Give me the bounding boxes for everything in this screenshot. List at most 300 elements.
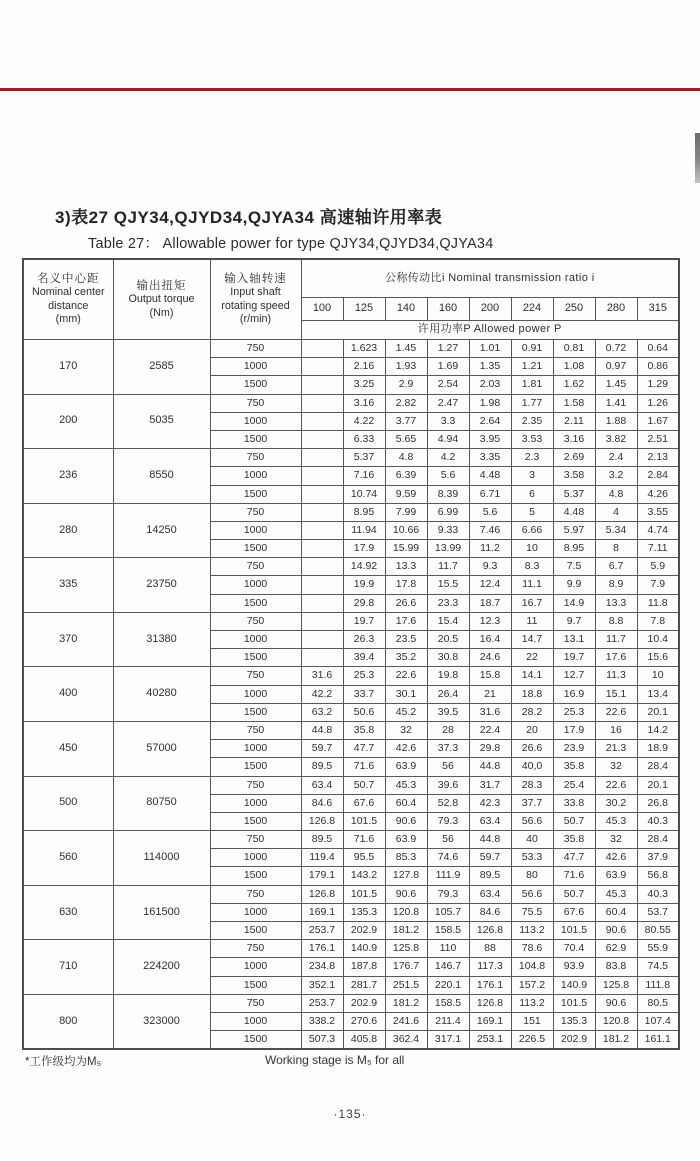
power-value-cell: 50.7 <box>553 885 595 903</box>
speed-cell: 1500 <box>210 594 301 612</box>
power-value-cell: 35.8 <box>553 831 595 849</box>
power-value-cell: 1.88 <box>595 412 637 430</box>
power-value-cell: 8.39 <box>427 485 469 503</box>
torque-cell: 5035 <box>113 394 210 449</box>
table-title-zh: 3)表27 QJY34,QJYD34,QJYA34 高速轴许用率表 <box>55 208 443 227</box>
table-row <box>23 721 679 739</box>
power-value-cell: 67.6 <box>343 794 385 812</box>
center-distance-cell: 370 <box>23 612 113 667</box>
power-value-cell <box>301 576 343 594</box>
power-value-cell: 11.8 <box>637 594 679 612</box>
power-value-cell: 37.7 <box>511 794 553 812</box>
torque-cell: 114000 <box>113 831 210 886</box>
power-value-cell: 23.3 <box>427 594 469 612</box>
power-value-cell: 14.9 <box>553 594 595 612</box>
power-value-cell: 2.13 <box>637 449 679 467</box>
table-row <box>23 558 679 576</box>
power-value-cell: 14.7 <box>511 631 553 649</box>
power-value-cell: 22.6 <box>385 667 427 685</box>
power-value-cell: 80 <box>511 867 553 885</box>
power-value-cell: 33.7 <box>343 685 385 703</box>
power-value-cell: 11.1 <box>511 576 553 594</box>
power-value-cell: 25.4 <box>553 776 595 794</box>
power-value-cell: 234.8 <box>301 958 343 976</box>
speed-cell: 1000 <box>210 467 301 485</box>
power-value-cell: 63.4 <box>469 885 511 903</box>
ratio-col-header: 224 <box>511 298 553 321</box>
power-value-cell: 3.3 <box>427 412 469 430</box>
power-value-cell: 31.6 <box>301 667 343 685</box>
power-value-cell: 176.1 <box>301 940 343 958</box>
power-value-cell: 2.64 <box>469 412 511 430</box>
power-value-cell: 22.6 <box>595 703 637 721</box>
power-value-cell: 4.2 <box>427 449 469 467</box>
power-value-cell: 352.1 <box>301 976 343 994</box>
power-value-cell: 9.7 <box>553 612 595 630</box>
power-value-cell: 20.5 <box>427 631 469 649</box>
power-value-cell: 135.3 <box>343 903 385 921</box>
speed-cell: 750 <box>210 558 301 576</box>
power-value-cell: 270.6 <box>343 1012 385 1030</box>
power-value-cell: 2.35 <box>511 412 553 430</box>
power-value-cell: 79.3 <box>427 812 469 830</box>
power-value-cell: 30.8 <box>427 649 469 667</box>
center-distance-cell: 630 <box>23 885 113 940</box>
power-value-cell: 1.35 <box>469 358 511 376</box>
power-value-cell: 63.2 <box>301 703 343 721</box>
power-value-cell: 1.98 <box>469 394 511 412</box>
power-value-cell: 15.5 <box>427 576 469 594</box>
power-value-cell: 3 <box>511 467 553 485</box>
power-value-cell: 39.4 <box>343 649 385 667</box>
speed-cell: 1500 <box>210 703 301 721</box>
power-value-cell: 6 <box>511 485 553 503</box>
table-row <box>23 940 679 958</box>
power-value-cell: 42.3 <box>469 794 511 812</box>
power-value-cell: 83.8 <box>595 958 637 976</box>
col1-header-en2: distance <box>48 299 89 312</box>
power-value-cell: 56.6 <box>511 812 553 830</box>
power-value-cell: 22 <box>511 649 553 667</box>
power-value-cell: 4.8 <box>595 485 637 503</box>
power-value-cell: 6.39 <box>385 467 427 485</box>
power-value-cell: 0.91 <box>511 340 553 358</box>
ratio-col-header: 100 <box>301 298 343 321</box>
power-value-cell: 17.6 <box>385 612 427 630</box>
power-value-cell: 56.8 <box>637 867 679 885</box>
power-value-cell: 111.8 <box>637 976 679 994</box>
power-value-cell <box>301 412 343 430</box>
table-row <box>23 776 679 794</box>
speed-cell: 1500 <box>210 430 301 448</box>
speed-cell: 1500 <box>210 649 301 667</box>
center-distance-cell: 500 <box>23 776 113 831</box>
power-value-cell: 32 <box>595 758 637 776</box>
power-value-cell: 12.4 <box>469 576 511 594</box>
power-value-cell: 71.6 <box>343 831 385 849</box>
power-value-cell: 10 <box>511 540 553 558</box>
power-value-cell: 7.99 <box>385 503 427 521</box>
speed-cell: 1500 <box>210 867 301 885</box>
power-value-cell: 5.6 <box>427 467 469 485</box>
power-value-cell: 42.2 <box>301 685 343 703</box>
power-value-cell: 75.5 <box>511 903 553 921</box>
power-value-cell: 2.9 <box>385 376 427 394</box>
power-value-cell: 11.2 <box>469 540 511 558</box>
power-value-cell: 23.5 <box>385 631 427 649</box>
power-value-cell: 181.2 <box>385 994 427 1012</box>
power-value-cell: 35.8 <box>553 758 595 776</box>
power-value-cell: 52.8 <box>427 794 469 812</box>
power-value-cell: 42.6 <box>595 849 637 867</box>
power-value-cell: 32 <box>385 721 427 739</box>
power-value-cell: 281.7 <box>343 976 385 994</box>
power-value-cell <box>301 612 343 630</box>
power-value-cell: 1.21 <box>511 358 553 376</box>
power-value-cell: 50.6 <box>343 703 385 721</box>
power-value-cell: 1.93 <box>385 358 427 376</box>
power-value-cell: 105.7 <box>427 903 469 921</box>
power-value-cell: 22.6 <box>595 776 637 794</box>
power-value-cell: 56.6 <box>511 885 553 903</box>
power-value-cell: 59.7 <box>469 849 511 867</box>
power-value-cell: 60.4 <box>595 903 637 921</box>
power-value-cell: 42.6 <box>385 740 427 758</box>
torque-cell: 57000 <box>113 721 210 776</box>
power-value-cell: 19.9 <box>343 576 385 594</box>
power-value-cell: 31.7 <box>469 776 511 794</box>
power-value-cell: 107.4 <box>637 1012 679 1030</box>
power-value-cell: 26.6 <box>511 740 553 758</box>
power-value-cell: 56 <box>427 758 469 776</box>
power-value-cell <box>301 503 343 521</box>
power-value-cell: 89.5 <box>301 831 343 849</box>
power-value-cell: 187.8 <box>343 958 385 976</box>
speed-cell: 1500 <box>210 976 301 994</box>
power-value-cell: 28.2 <box>511 703 553 721</box>
power-value-cell: 23.9 <box>553 740 595 758</box>
power-value-cell: 169.1 <box>301 903 343 921</box>
power-value-cell: 146.7 <box>427 958 469 976</box>
power-value-cell: 104.8 <box>511 958 553 976</box>
power-value-cell: 90.6 <box>595 994 637 1012</box>
col-header-output-torque <box>113 259 210 340</box>
power-value-cell: 362.4 <box>385 1031 427 1050</box>
ratio-col-header: 140 <box>385 298 427 321</box>
power-value-cell: 10.66 <box>385 521 427 539</box>
power-value-cell: 5.37 <box>343 449 385 467</box>
table-row <box>23 885 679 903</box>
power-value-cell: 60.4 <box>385 794 427 812</box>
center-distance-cell: 710 <box>23 940 113 995</box>
speed-cell: 1500 <box>210 758 301 776</box>
power-value-cell: 5.9 <box>637 558 679 576</box>
power-value-cell: 5.6 <box>469 503 511 521</box>
torque-cell: 31380 <box>113 612 210 667</box>
col3-header-en1: Input shaft <box>230 286 281 299</box>
col1-header-en1: Nominal center <box>31 286 105 299</box>
power-value-cell: 1.45 <box>385 340 427 358</box>
power-value-cell: 176.7 <box>385 958 427 976</box>
power-value-cell: 31.6 <box>469 703 511 721</box>
power-value-cell: 62.9 <box>595 940 637 958</box>
power-value-cell: 226.5 <box>511 1031 553 1050</box>
power-value-cell: 11.7 <box>595 631 637 649</box>
power-value-cell: 14.92 <box>343 558 385 576</box>
power-value-cell: 35.8 <box>343 721 385 739</box>
power-value-cell: 26.6 <box>385 594 427 612</box>
speed-cell: 1500 <box>210 376 301 394</box>
power-value-cell: 13.3 <box>595 594 637 612</box>
power-value-cell: 1.58 <box>553 394 595 412</box>
power-value-cell <box>301 449 343 467</box>
power-value-cell: 7.46 <box>469 521 511 539</box>
power-value-cell: 55.9 <box>637 940 679 958</box>
speed-cell: 1500 <box>210 922 301 940</box>
col1-header-zh: 名义中心距 <box>37 273 100 286</box>
header-red-rule <box>0 88 700 91</box>
power-value-cell: 63.9 <box>595 867 637 885</box>
power-value-cell <box>301 649 343 667</box>
power-value-cell: 78.6 <box>511 940 553 958</box>
speed-cell: 750 <box>210 776 301 794</box>
power-value-cell: 20.1 <box>637 776 679 794</box>
page-edge-tab <box>695 133 700 183</box>
power-value-cell: 8.95 <box>553 540 595 558</box>
power-value-cell: 59.7 <box>301 740 343 758</box>
power-value-cell: 19.7 <box>343 612 385 630</box>
speed-cell: 1500 <box>210 485 301 503</box>
footnote-en: Working stage is M₅ for all <box>265 1053 405 1067</box>
power-value-cell <box>301 558 343 576</box>
power-value-cell: 0.97 <box>595 358 637 376</box>
power-value-cell: 3.58 <box>553 467 595 485</box>
col-header-input-speed <box>210 259 301 340</box>
power-value-cell: 15.8 <box>469 667 511 685</box>
ratio-col-header: 200 <box>469 298 511 321</box>
power-value-cell: 15.1 <box>595 685 637 703</box>
power-value-cell: 113.2 <box>511 922 553 940</box>
ratio-col-header: 315 <box>637 298 679 321</box>
table-title-en: Table 27： Allowable power for type QJY34,QJYD34,QJYA34 <box>88 236 494 252</box>
power-value-cell: 1.41 <box>595 394 637 412</box>
power-value-cell: 35.2 <box>385 649 427 667</box>
power-value-cell: 74.6 <box>427 849 469 867</box>
power-value-cell <box>301 430 343 448</box>
power-value-cell: 3.77 <box>385 412 427 430</box>
power-value-cell: 32 <box>595 831 637 849</box>
power-value-cell: 3.35 <box>469 449 511 467</box>
power-value-cell: 44.8 <box>469 758 511 776</box>
power-value-cell: 126.8 <box>301 812 343 830</box>
power-value-cell: 125.8 <box>595 976 637 994</box>
power-value-cell: 202.9 <box>343 922 385 940</box>
power-value-cell: 19.7 <box>553 649 595 667</box>
power-value-cell: 101.5 <box>343 885 385 903</box>
power-value-cell: 28.3 <box>511 776 553 794</box>
torque-cell: 224200 <box>113 940 210 995</box>
power-value-cell: 161.1 <box>637 1031 679 1050</box>
table-row <box>23 612 679 630</box>
power-value-cell: 63.4 <box>301 776 343 794</box>
speed-cell: 750 <box>210 667 301 685</box>
power-value-cell: 71.6 <box>553 867 595 885</box>
power-value-cell: 11.7 <box>427 558 469 576</box>
speed-cell: 1500 <box>210 1031 301 1050</box>
power-value-cell: 10 <box>637 667 679 685</box>
power-value-cell: 101.5 <box>343 812 385 830</box>
power-value-cell: 1.81 <box>511 376 553 394</box>
power-value-cell: 40.3 <box>637 812 679 830</box>
power-value-cell: 0.64 <box>637 340 679 358</box>
ratio-col-header: 250 <box>553 298 595 321</box>
power-value-cell: 0.86 <box>637 358 679 376</box>
speed-cell: 750 <box>210 394 301 412</box>
power-value-cell: 1.01 <box>469 340 511 358</box>
power-value-cell: 28 <box>427 721 469 739</box>
power-value-cell: 28.4 <box>637 831 679 849</box>
power-value-cell: 71.6 <box>343 758 385 776</box>
power-value-cell: 1.77 <box>511 394 553 412</box>
power-value-cell: 15.6 <box>637 649 679 667</box>
power-value-cell: 11.94 <box>343 521 385 539</box>
center-distance-cell: 236 <box>23 449 113 504</box>
power-value-cell: 44.8 <box>469 831 511 849</box>
power-value-cell <box>301 594 343 612</box>
power-value-cell: 28.4 <box>637 758 679 776</box>
speed-cell: 750 <box>210 340 301 358</box>
power-value-cell: 90.6 <box>595 922 637 940</box>
power-value-cell: 11 <box>511 612 553 630</box>
power-value-cell <box>301 467 343 485</box>
power-value-cell: 30.2 <box>595 794 637 812</box>
power-value-cell: 1.623 <box>343 340 385 358</box>
speed-cell: 1000 <box>210 685 301 703</box>
power-value-cell: 1.29 <box>637 376 679 394</box>
power-value-cell: 29.8 <box>469 740 511 758</box>
col3-header-en2: rotating speed <box>221 299 290 312</box>
power-value-cell: 70.4 <box>553 940 595 958</box>
power-value-cell: 63.9 <box>385 758 427 776</box>
power-value-cell: 19.8 <box>427 667 469 685</box>
power-value-cell: 1.67 <box>637 412 679 430</box>
power-value-cell <box>301 485 343 503</box>
power-value-cell: 4.74 <box>637 521 679 539</box>
power-value-cell: 2.54 <box>427 376 469 394</box>
power-value-cell: 17.8 <box>385 576 427 594</box>
power-value-cell: 10.4 <box>637 631 679 649</box>
power-value-cell: 20.1 <box>637 703 679 721</box>
power-value-cell: 21.3 <box>595 740 637 758</box>
power-value-cell: 5.65 <box>385 430 427 448</box>
power-value-cell: 5.97 <box>553 521 595 539</box>
col3-header-unit: (r/min) <box>239 313 272 326</box>
power-value-cell: 110 <box>427 940 469 958</box>
power-value-cell: 2.82 <box>385 394 427 412</box>
power-value-cell: 67.6 <box>553 903 595 921</box>
center-distance-cell: 280 <box>23 503 113 558</box>
power-value-cell: 44.8 <box>301 721 343 739</box>
power-value-cell: 120.8 <box>595 1012 637 1030</box>
power-value-cell: 253.7 <box>301 994 343 1012</box>
power-value-cell: 26.4 <box>427 685 469 703</box>
power-value-cell <box>301 358 343 376</box>
power-value-cell: 3.95 <box>469 430 511 448</box>
power-value-cell: 12.3 <box>469 612 511 630</box>
power-value-cell: 119.4 <box>301 849 343 867</box>
power-value-cell: 179.1 <box>301 867 343 885</box>
power-value-cell: 18.9 <box>637 740 679 758</box>
power-value-cell <box>301 376 343 394</box>
speed-cell: 750 <box>210 994 301 1012</box>
power-value-cell: 176.1 <box>469 976 511 994</box>
torque-cell: 323000 <box>113 994 210 1049</box>
power-value-cell: 13.4 <box>637 685 679 703</box>
table-row <box>23 394 679 412</box>
speed-cell: 1000 <box>210 576 301 594</box>
power-value-cell: 9.9 <box>553 576 595 594</box>
power-value-cell: 18.8 <box>511 685 553 703</box>
power-value-cell: 0.72 <box>595 340 637 358</box>
power-value-cell: 24.6 <box>469 649 511 667</box>
power-value-cell: 11.3 <box>595 667 637 685</box>
power-value-cell: 158.5 <box>427 994 469 1012</box>
power-value-cell: 6.33 <box>343 430 385 448</box>
power-value-cell: 37.3 <box>427 740 469 758</box>
power-value-cell <box>301 340 343 358</box>
speed-cell: 750 <box>210 503 301 521</box>
power-value-cell: 9.59 <box>385 485 427 503</box>
power-value-cell: 8.95 <box>343 503 385 521</box>
power-value-cell: 7.8 <box>637 612 679 630</box>
torque-cell: 23750 <box>113 558 210 613</box>
power-value-cell: 14.1 <box>511 667 553 685</box>
speed-cell: 1000 <box>210 631 301 649</box>
center-distance-cell: 450 <box>23 721 113 776</box>
col-header-allowed-power: 许用功率P Allowed power P <box>301 321 679 340</box>
power-value-cell: 39.5 <box>427 703 469 721</box>
speed-cell: 750 <box>210 885 301 903</box>
power-value-cell: 6.66 <box>511 521 553 539</box>
power-value-cell: 338.2 <box>301 1012 343 1030</box>
speed-cell: 1000 <box>210 358 301 376</box>
power-value-cell: 47.7 <box>343 740 385 758</box>
power-value-cell: 17.9 <box>553 721 595 739</box>
power-value-cell: 2.84 <box>637 467 679 485</box>
power-value-cell: 4.48 <box>469 467 511 485</box>
power-value-cell: 126.8 <box>301 885 343 903</box>
power-value-cell: 181.2 <box>385 922 427 940</box>
power-value-cell: 45.3 <box>595 885 637 903</box>
power-value-cell: 111.9 <box>427 867 469 885</box>
power-value-cell: 211.4 <box>427 1012 469 1030</box>
speed-cell: 750 <box>210 831 301 849</box>
speed-cell: 1000 <box>210 794 301 812</box>
speed-cell: 750 <box>210 940 301 958</box>
power-value-cell: 47.7 <box>553 849 595 867</box>
speed-cell: 1500 <box>210 540 301 558</box>
power-value-cell: 127.8 <box>385 867 427 885</box>
power-value-cell: 14.2 <box>637 721 679 739</box>
ratio-col-header: 160 <box>427 298 469 321</box>
power-value-cell: 2.69 <box>553 449 595 467</box>
speed-cell: 1000 <box>210 1012 301 1030</box>
power-value-cell: 253.1 <box>469 1031 511 1050</box>
center-distance-cell: 560 <box>23 831 113 886</box>
power-value-cell: 0.81 <box>553 340 595 358</box>
power-value-cell: 9.33 <box>427 521 469 539</box>
power-value-cell: 84.6 <box>301 794 343 812</box>
